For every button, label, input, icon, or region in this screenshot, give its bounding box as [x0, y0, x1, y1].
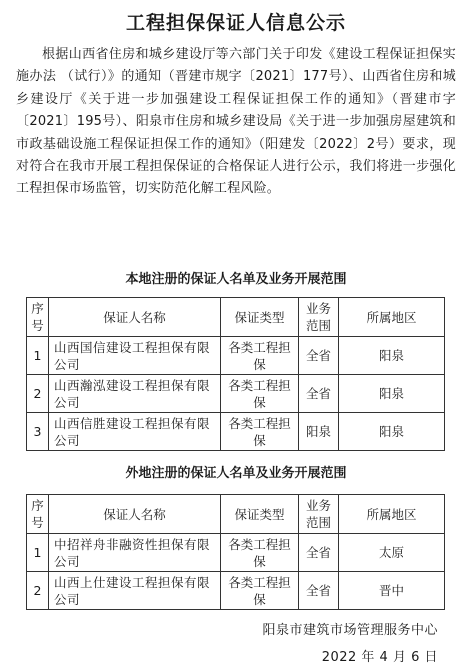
cell-scope: 全省 [299, 337, 339, 375]
header-name: 保证人名称 [49, 495, 221, 534]
footer-organization: 阳泉市建筑市场管理服务中心 [262, 623, 438, 638]
header-region: 所属地区 [339, 495, 445, 534]
external-guarantor-table [26, 494, 445, 610]
cell-type: 各类工程担保 [221, 413, 299, 451]
external-section-title: 外地注册的保证人名单及业务开展范围 [125, 466, 347, 481]
table-row [27, 375, 445, 413]
cell-seq: 2 [27, 375, 49, 413]
footer-date: 2022 年 4 月 6 日 [321, 650, 438, 665]
table-header-row [27, 495, 445, 534]
table-row [27, 534, 445, 572]
cell-scope: 阳泉 [299, 413, 339, 451]
header-seq: 序号 [27, 495, 49, 534]
header-name: 保证人名称 [49, 298, 221, 337]
cell-seq: 2 [27, 572, 49, 610]
cell-scope: 全省 [299, 375, 339, 413]
cell-seq: 1 [27, 337, 49, 375]
cell-scope: 全省 [299, 572, 339, 610]
cell-region: 阳泉 [339, 337, 445, 375]
cell-name: 山西瀚泓建设工程担保有限公司 [49, 375, 221, 413]
cell-seq: 3 [27, 413, 49, 451]
table-row [27, 413, 445, 451]
local-guarantor-table [26, 297, 445, 451]
cell-type: 各类工程担保 [221, 337, 299, 375]
cell-region: 阳泉 [339, 413, 445, 451]
header-seq: 序号 [27, 298, 49, 337]
header-region: 所属地区 [339, 298, 445, 337]
table-row [27, 572, 445, 610]
table-row [27, 337, 445, 375]
header-scope: 业务范围 [299, 298, 339, 337]
cell-type: 各类工程担保 [221, 375, 299, 413]
table-header-row [27, 298, 445, 337]
cell-region: 晋中 [339, 572, 445, 610]
cell-scope: 全省 [299, 534, 339, 572]
cell-name: 中招祥舟非融资性担保有限公司 [49, 534, 221, 572]
intro-paragraph: 根据山西省住房和城乡建设厅等六部门关于印发《建设工程保证担保实施办法 （试行）》的通知（晋建市规字〔2021〕177号）、山西省住房和城乡建设厅《关于进一步加强建设工程保证担保工作的通知》（晋建市字〔2021〕195号）、阳泉市住房和城乡建设局《关于进一步加强房屋建筑和市政基础设施工程保证担保工作的通知》（阳建发〔2022〕2号）要求，现对符合在我市开展工程担保保证的合格保证人进行公示，我们将进一步强化工程担保市场监管，切实防范化解工程风险。 [16, 47, 456, 197]
cell-region: 阳泉 [339, 375, 445, 413]
page-title: 工程担保保证人信息公示 [125, 12, 346, 34]
cell-name: 山西信胜建设工程担保有限公司 [49, 413, 221, 451]
cell-region: 太原 [339, 534, 445, 572]
header-scope: 业务范围 [299, 495, 339, 534]
header-type: 保证类型 [221, 495, 299, 534]
cell-name: 山西上仕建设工程担保有限公司 [49, 572, 221, 610]
cell-name: 山西国信建设工程担保有限公司 [49, 337, 221, 375]
header-type: 保证类型 [221, 298, 299, 337]
cell-type: 各类工程担保 [221, 572, 299, 610]
cell-seq: 1 [27, 534, 49, 572]
cell-type: 各类工程担保 [221, 534, 299, 572]
local-section-title: 本地注册的保证人名单及业务开展范围 [125, 272, 347, 287]
